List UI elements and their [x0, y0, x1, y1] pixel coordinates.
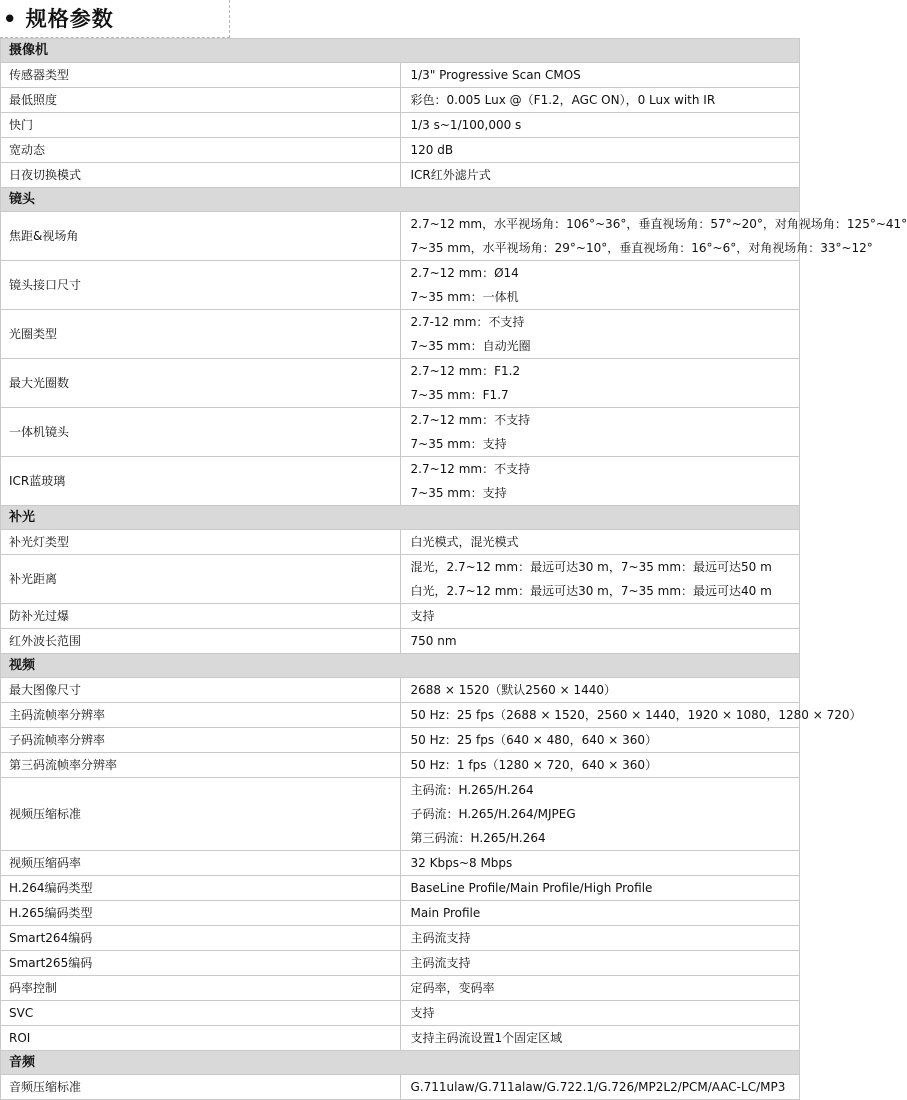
- spec-value-line: 50 Hz：1 fps（1280 × 720，640 × 360）: [410, 758, 658, 772]
- spec-value-line: 彩色：0.005 Lux @（F1.2，AGC ON），0 Lux with IR: [410, 93, 716, 107]
- spec-value: [400, 678, 800, 703]
- spec-row: [1, 359, 800, 408]
- spec-label: 防补光过爆: [1, 604, 401, 629]
- spec-row: [1, 876, 800, 901]
- spec-value-line: 2.7~12 mm，水平视场角：106°~36°，垂直视场角：57°~20°，对角视场角：125°~41°: [410, 217, 907, 231]
- spec-value: [400, 1075, 800, 1100]
- spec-value-line: 混光，2.7~12 mm：最远可达30 m，7~35 mm：最远可达50 m: [410, 560, 772, 574]
- spec-row: [1, 703, 800, 728]
- spec-label: 主码流帧率分辨率: [1, 703, 401, 728]
- spec-label: 红外波长范围: [1, 629, 401, 654]
- section-header: [1, 506, 800, 530]
- spec-row: [1, 138, 800, 163]
- spec-value-line: 主码流支持: [410, 956, 471, 970]
- spec-value-line: 支持: [410, 1006, 435, 1020]
- section-header: [1, 654, 800, 678]
- spec-row: [1, 926, 800, 951]
- spec-label: 日夜切换模式: [1, 163, 401, 188]
- spec-value: [400, 1026, 800, 1051]
- spec-value-line: 主码流支持: [410, 931, 471, 945]
- spec-value-line: 定码率，变码率: [410, 981, 495, 995]
- spec-value: [400, 703, 862, 728]
- spec-row: [1, 753, 800, 778]
- spec-value-line: 1/3" Progressive Scan CMOS: [410, 68, 581, 82]
- spec-value-line: 2688 × 1520（默认2560 × 1440）: [410, 683, 617, 697]
- spec-value: [400, 555, 800, 604]
- spec-label: 最大图像尺寸: [1, 678, 401, 703]
- spec-row: [1, 778, 800, 851]
- spec-label: 补光距离: [1, 555, 401, 604]
- spec-value-line: BaseLine Profile/Main Profile/High Profile: [410, 881, 653, 895]
- spec-value-line: 支持主码流设置1个固定区域: [410, 1031, 563, 1045]
- spec-row: [1, 851, 800, 876]
- spec-row: [1, 113, 800, 138]
- spec-row: [1, 310, 800, 359]
- spec-value-line: 支持: [410, 609, 435, 623]
- spec-row: [1, 163, 800, 188]
- spec-row: [1, 728, 800, 753]
- spec-value: [400, 604, 800, 629]
- spec-row: [1, 1075, 800, 1100]
- spec-label: 第三码流帧率分辨率: [1, 753, 401, 778]
- section-title: 音频: [1, 1051, 800, 1075]
- spec-label: 子码流帧率分辨率: [1, 728, 401, 753]
- spec-label: 镜头接口尺寸: [1, 261, 401, 310]
- spec-value-line: 2.7-12 mm：不支持: [410, 315, 525, 329]
- spec-value: [400, 163, 800, 188]
- spec-label: ICR蓝玻璃: [1, 457, 401, 506]
- spec-value: [400, 138, 800, 163]
- spec-value-line: G.711ulaw/G.711alaw/G.722.1/G.726/MP2L2/PCM/AAC-LC/MP3: [410, 1080, 786, 1094]
- spec-value: [400, 851, 800, 876]
- spec-label: 补光灯类型: [1, 530, 401, 555]
- spec-value-line: 白光，2.7~12 mm：最远可达30 m，7~35 mm：最远可达40 m: [410, 584, 772, 598]
- spec-value: [400, 629, 800, 654]
- spec-row: [1, 88, 800, 113]
- spec-value-line: 50 Hz：25 fps（2688 × 1520，2560 × 1440，1920 × 1080，1280 × 720）: [410, 708, 862, 722]
- spec-row: [1, 901, 800, 926]
- section-header: [1, 39, 800, 63]
- section-title: 补光: [1, 506, 800, 530]
- spec-value-line: 7~35 mm：一体机: [410, 290, 519, 304]
- spec-row: [1, 1026, 800, 1051]
- spec-label: H.265编码类型: [1, 901, 401, 926]
- page-title: • 规格参数: [3, 7, 114, 31]
- spec-label: 最低照度: [1, 88, 401, 113]
- spec-label: 宽动态: [1, 138, 401, 163]
- spec-value: [400, 876, 800, 901]
- spec-value: [400, 408, 800, 457]
- spec-value: [400, 753, 800, 778]
- title-box: [0, 0, 230, 38]
- spec-label: 最大光圈数: [1, 359, 401, 408]
- spec-value: [400, 1001, 800, 1026]
- spec-value-line: 50 Hz：25 fps（640 × 480，640 × 360）: [410, 733, 658, 747]
- spec-value: [400, 359, 800, 408]
- spec-value: [400, 88, 800, 113]
- spec-value-line: 主码流：H.265/H.264: [410, 783, 534, 797]
- spec-value-line: 2.7~12 mm：Ø14: [410, 266, 519, 280]
- spec-label: 焦距&视场角: [1, 212, 401, 261]
- spec-value: [400, 951, 800, 976]
- spec-value-line: 7~35 mm：F1.7: [410, 388, 509, 402]
- section-title: 摄像机: [1, 39, 800, 63]
- spec-row: [1, 629, 800, 654]
- spec-value: [400, 926, 800, 951]
- spec-value-line: 子码流：H.265/H.264/MJPEG: [410, 807, 576, 821]
- spec-value: [400, 212, 907, 261]
- spec-value-line: 7~35 mm：支持: [410, 437, 507, 451]
- spec-value-line: 750 nm: [410, 634, 457, 648]
- spec-value-line: 32 Kbps~8 Mbps: [410, 856, 513, 870]
- spec-row: [1, 604, 800, 629]
- spec-value-line: 1/3 s~1/100,000 s: [410, 118, 522, 132]
- spec-label: Smart265编码: [1, 951, 401, 976]
- spec-value-line: 120 dB: [410, 143, 454, 157]
- spec-label: 传感器类型: [1, 63, 401, 88]
- spec-label: Smart264编码: [1, 926, 401, 951]
- section-title: 视频: [1, 654, 800, 678]
- spec-row: [1, 555, 800, 604]
- spec-row: [1, 408, 800, 457]
- spec-value-line: 2.7~12 mm：F1.2: [410, 364, 521, 378]
- spec-label: 一体机镜头: [1, 408, 401, 457]
- spec-value: [400, 530, 800, 555]
- spec-value: [400, 976, 800, 1001]
- spec-value: [400, 113, 800, 138]
- spec-label: 码率控制: [1, 976, 401, 1001]
- spec-label: SVC: [1, 1001, 401, 1026]
- spec-value: [400, 261, 800, 310]
- spec-value: [400, 310, 800, 359]
- spec-value-line: 2.7~12 mm：不支持: [410, 462, 531, 476]
- spec-value: [400, 457, 800, 506]
- spec-label: 快门: [1, 113, 401, 138]
- spec-label: 光圈类型: [1, 310, 401, 359]
- spec-row: [1, 976, 800, 1001]
- spec-value: [400, 63, 800, 88]
- spec-value-line: 7~35 mm，水平视场角：29°~10°，垂直视场角：16°~6°，对角视场角：33°~12°: [410, 241, 873, 255]
- spec-value-line: 白光模式，混光模式: [410, 535, 519, 549]
- spec-value-line: Main Profile: [410, 906, 481, 920]
- spec-label: ROI: [1, 1026, 401, 1051]
- spec-value-line: 2.7~12 mm：不支持: [410, 413, 531, 427]
- spec-row: [1, 212, 800, 261]
- spec-value-line: 第三码流：H.265/H.264: [410, 831, 546, 845]
- spec-label: 音频压缩标准: [1, 1075, 401, 1100]
- spec-value: [400, 778, 800, 851]
- spec-row: [1, 1001, 800, 1026]
- spec-value-line: ICR红外滤片式: [410, 168, 491, 182]
- section-header: [1, 1051, 800, 1075]
- spec-row: [1, 261, 800, 310]
- spec-value: [400, 901, 800, 926]
- spec-table: [0, 38, 907, 1100]
- spec-label: H.264编码类型: [1, 876, 401, 901]
- spec-row: [1, 678, 800, 703]
- spec-row: [1, 951, 800, 976]
- spec-value: [400, 728, 800, 753]
- section-title: 镜头: [1, 188, 800, 212]
- spec-row: [1, 457, 800, 506]
- spec-value-line: 7~35 mm：支持: [410, 486, 507, 500]
- spec-value-line: 7~35 mm：自动光圈: [410, 339, 531, 353]
- spec-label: 视频压缩码率: [1, 851, 401, 876]
- spec-row: [1, 63, 800, 88]
- spec-label: 视频压缩标准: [1, 778, 401, 851]
- section-header: [1, 188, 800, 212]
- spec-row: [1, 530, 800, 555]
